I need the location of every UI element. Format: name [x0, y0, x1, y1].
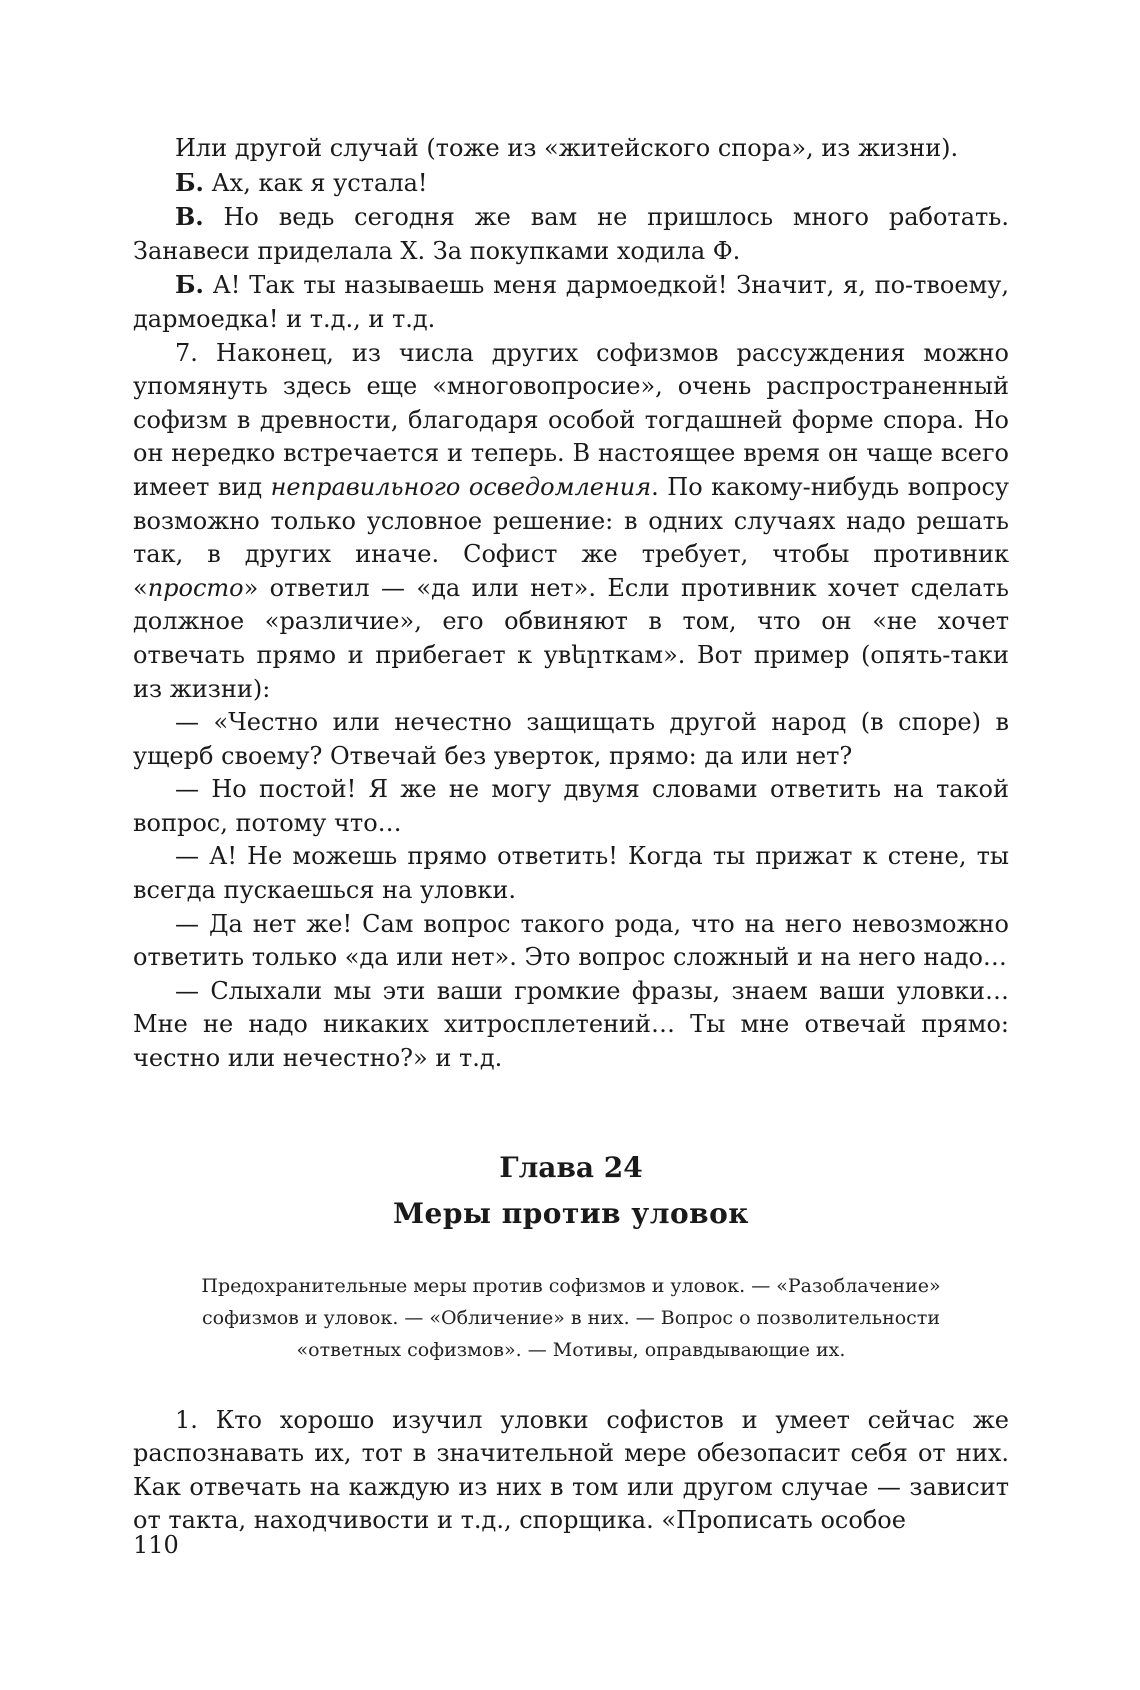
page-content	[133, 132, 1009, 1538]
summary-line: «ответных софизмов». — Мотивы, оправдывающие их.	[296, 1338, 846, 1361]
text-segment: . По какому-нибудь вопросу возможно только условное решение: в одних случаях надо решать так, в других иначе. Софист же требует, чтобы противник «	[133, 472, 1010, 602]
paragraph-dialogue-line-2: — Но постой! Я же не могу двумя словами ответить на такой вопрос, потому что…	[133, 775, 1009, 837]
dialogue-text: Но ведь сегодня же вам не пришлось много работать. Занавеси приделала Х. За покупками ходила Ф.	[133, 203, 1009, 265]
italic-term: неправильного осведомления	[270, 472, 652, 501]
speaker-label: Б.	[175, 167, 204, 197]
paragraph-point-7	[133, 337, 1009, 707]
summary-line: софизмов и уловок. — «Обличение» в них. — Вопрос о позволительности	[201, 1306, 940, 1329]
speaker-label: В.	[175, 202, 204, 232]
paragraph-intro: Или другой случай (тоже из «житейского спора», из жизни).	[175, 134, 959, 162]
chapter-number: Глава 24	[499, 1150, 643, 1184]
italic-term: просто	[147, 573, 244, 602]
summary-line: Предохранительные меры против софизмов и уловок. — «Разоблачение»	[201, 1274, 941, 1297]
dialogue-text: А! Так ты называешь меня дармоедкой! Значит, я, по-твоему, дармоедка! и т.д., и т.д.	[133, 271, 1009, 333]
body-text-bottom	[133, 1404, 1009, 1538]
speaker-label: Б.	[175, 270, 204, 300]
body-text-top	[133, 132, 1009, 1076]
chapter-summary	[173, 1270, 969, 1366]
paragraph-point-1: 1. Кто хорошо изучил уловки софистов и умеет сейчас же распознавать их, тот в значительной мере обезопасит себя от них. Как отвечать на каждую из них в том или другом случае — зависит от такта, находчивости и т.д., спорщика. «Прописать особое	[133, 1405, 1009, 1535]
paragraph-dialogue-b1	[133, 166, 1009, 201]
chapter-heading	[133, 1148, 1009, 1234]
paragraph-dialogue-line-5: — Слыхали мы эти ваши громкие фразы, знаем ваши уловки… Мне не надо никаких хитросплетений… Ты мне отвечай прямо: честно или нечестно?» и т.д.	[133, 976, 1009, 1073]
paragraph-dialogue-v1	[133, 200, 1009, 268]
paragraph-dialogue-line-4: — Да нет же! Сам вопрос такого рода, что на него невозможно ответить только «да или нет». Это вопрос сложный и на него надо…	[133, 909, 1009, 972]
paragraph-dialogue-b2	[133, 268, 1009, 336]
paragraph-dialogue-line-3: — А! Не можешь прямо ответить! Когда ты прижат к стене, ты всегда пускаешься на уловки.	[133, 842, 1009, 905]
paragraph-dialogue-line-1: — «Честно или нечестно защищать другой народ (в споре) в ущерб своему? Отвечай без уверток, прямо: да или нет?	[133, 708, 1009, 770]
dialogue-text: Ах, как я устала!	[203, 168, 428, 197]
text-segment: » ответил — «да или нет». Если противник хочет сделать должное «различие», его обвиняют в том, что он «не хочет отвечать прямо и прибегает к увերткам». Вот пример (опять-таки из жизни):	[133, 573, 1009, 703]
chapter-title: Меры против уловок	[393, 1196, 749, 1230]
page-number: 110	[133, 1531, 179, 1559]
text-segment: 7. Наконец, из числа других софизмов рассуждения можно упомянуть здесь еще «многовопросие», очень распространенный софизм в древности, благодаря особой тогдашней форме спора. Но он нередко встречается и теперь. В настоящее время он чаще всего имеет вид	[133, 338, 1009, 501]
